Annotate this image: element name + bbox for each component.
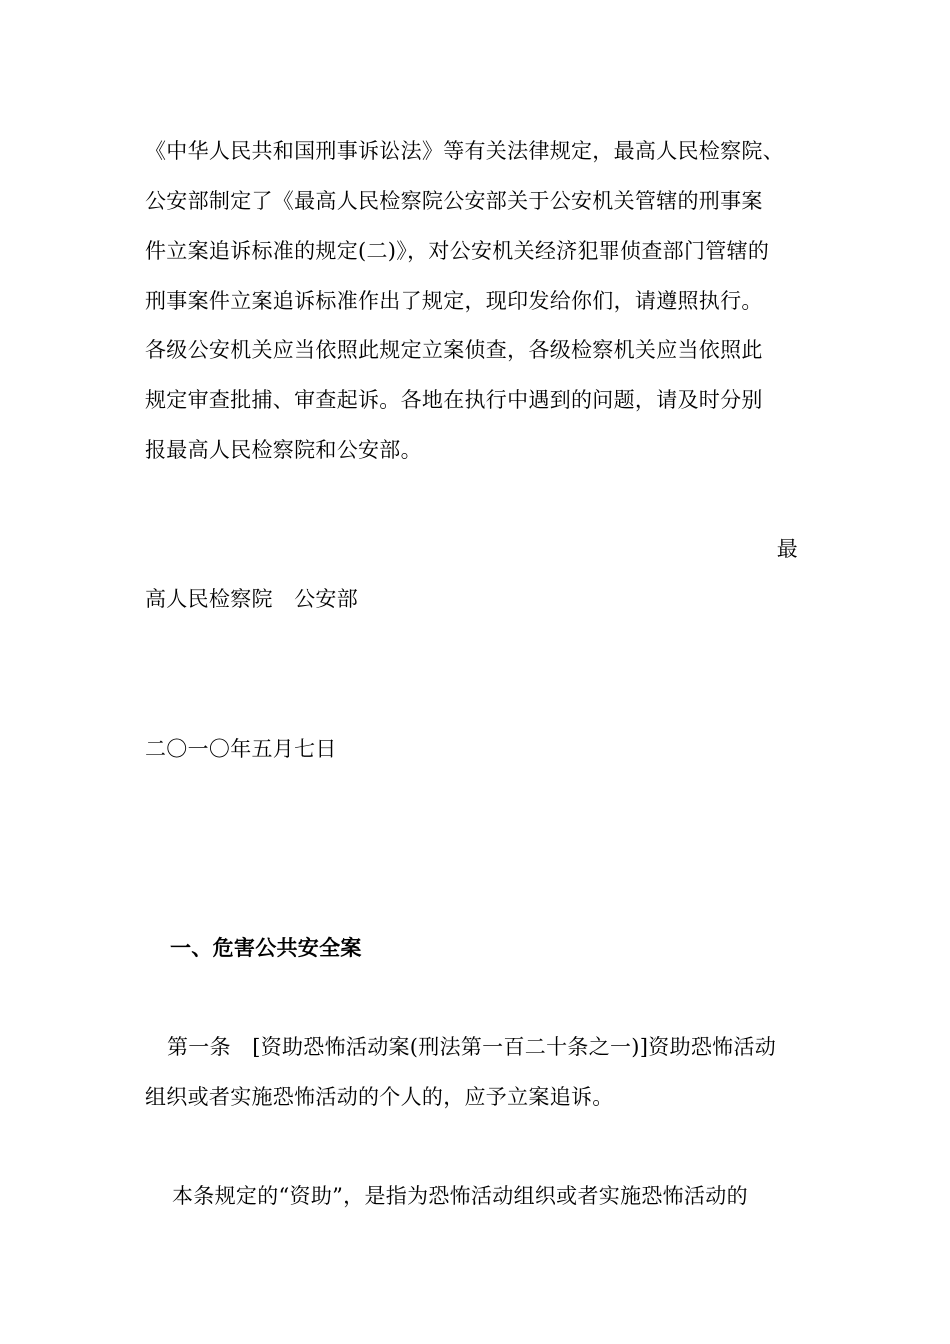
paragraph-line: 规定审查批捕、审查起诉。各地在执行中遇到的问题，请及时分别 <box>145 388 763 412</box>
signature-line-2: 高人民检察院 公安部 <box>145 587 358 611</box>
section-heading: 一、危害公共安全案 <box>170 936 362 960</box>
signature-line-1: 最 <box>776 537 798 561</box>
document-date: 二〇一〇年五月七日 <box>145 737 337 761</box>
article-line: 组织或者实施恐怖活动的个人的，应予立案追诉。 <box>145 1085 614 1109</box>
paragraph-line: 《中华人民共和国刑事诉讼法》等有关法律规定，最高人民检察院、 <box>145 139 784 163</box>
article-note-line: 本条规定的“资助”，是指为恐怖活动组织或者实施恐怖活动的 <box>172 1184 748 1208</box>
article-line: 第一条 [资助恐怖活动案(刑法第一百二十条之一)]资助恐怖活动 <box>167 1035 777 1059</box>
paragraph-line: 报最高人民检察院和公安部。 <box>145 438 422 462</box>
paragraph-line: 各级公安机关应当依照此规定立案侦查，各级检察机关应当依照此 <box>145 338 763 362</box>
paragraph-line: 公安部制定了《最高人民检察院公安部关于公安机关管辖的刑事案 <box>145 189 763 213</box>
paragraph-line: 刑事案件立案追诉标准作出了规定，现印发给你们，请遵照执行。 <box>145 289 763 313</box>
paragraph-line: 件立案追诉标准的规定(二)》，对公安机关经济犯罪侦查部门管辖的 <box>145 239 770 263</box>
